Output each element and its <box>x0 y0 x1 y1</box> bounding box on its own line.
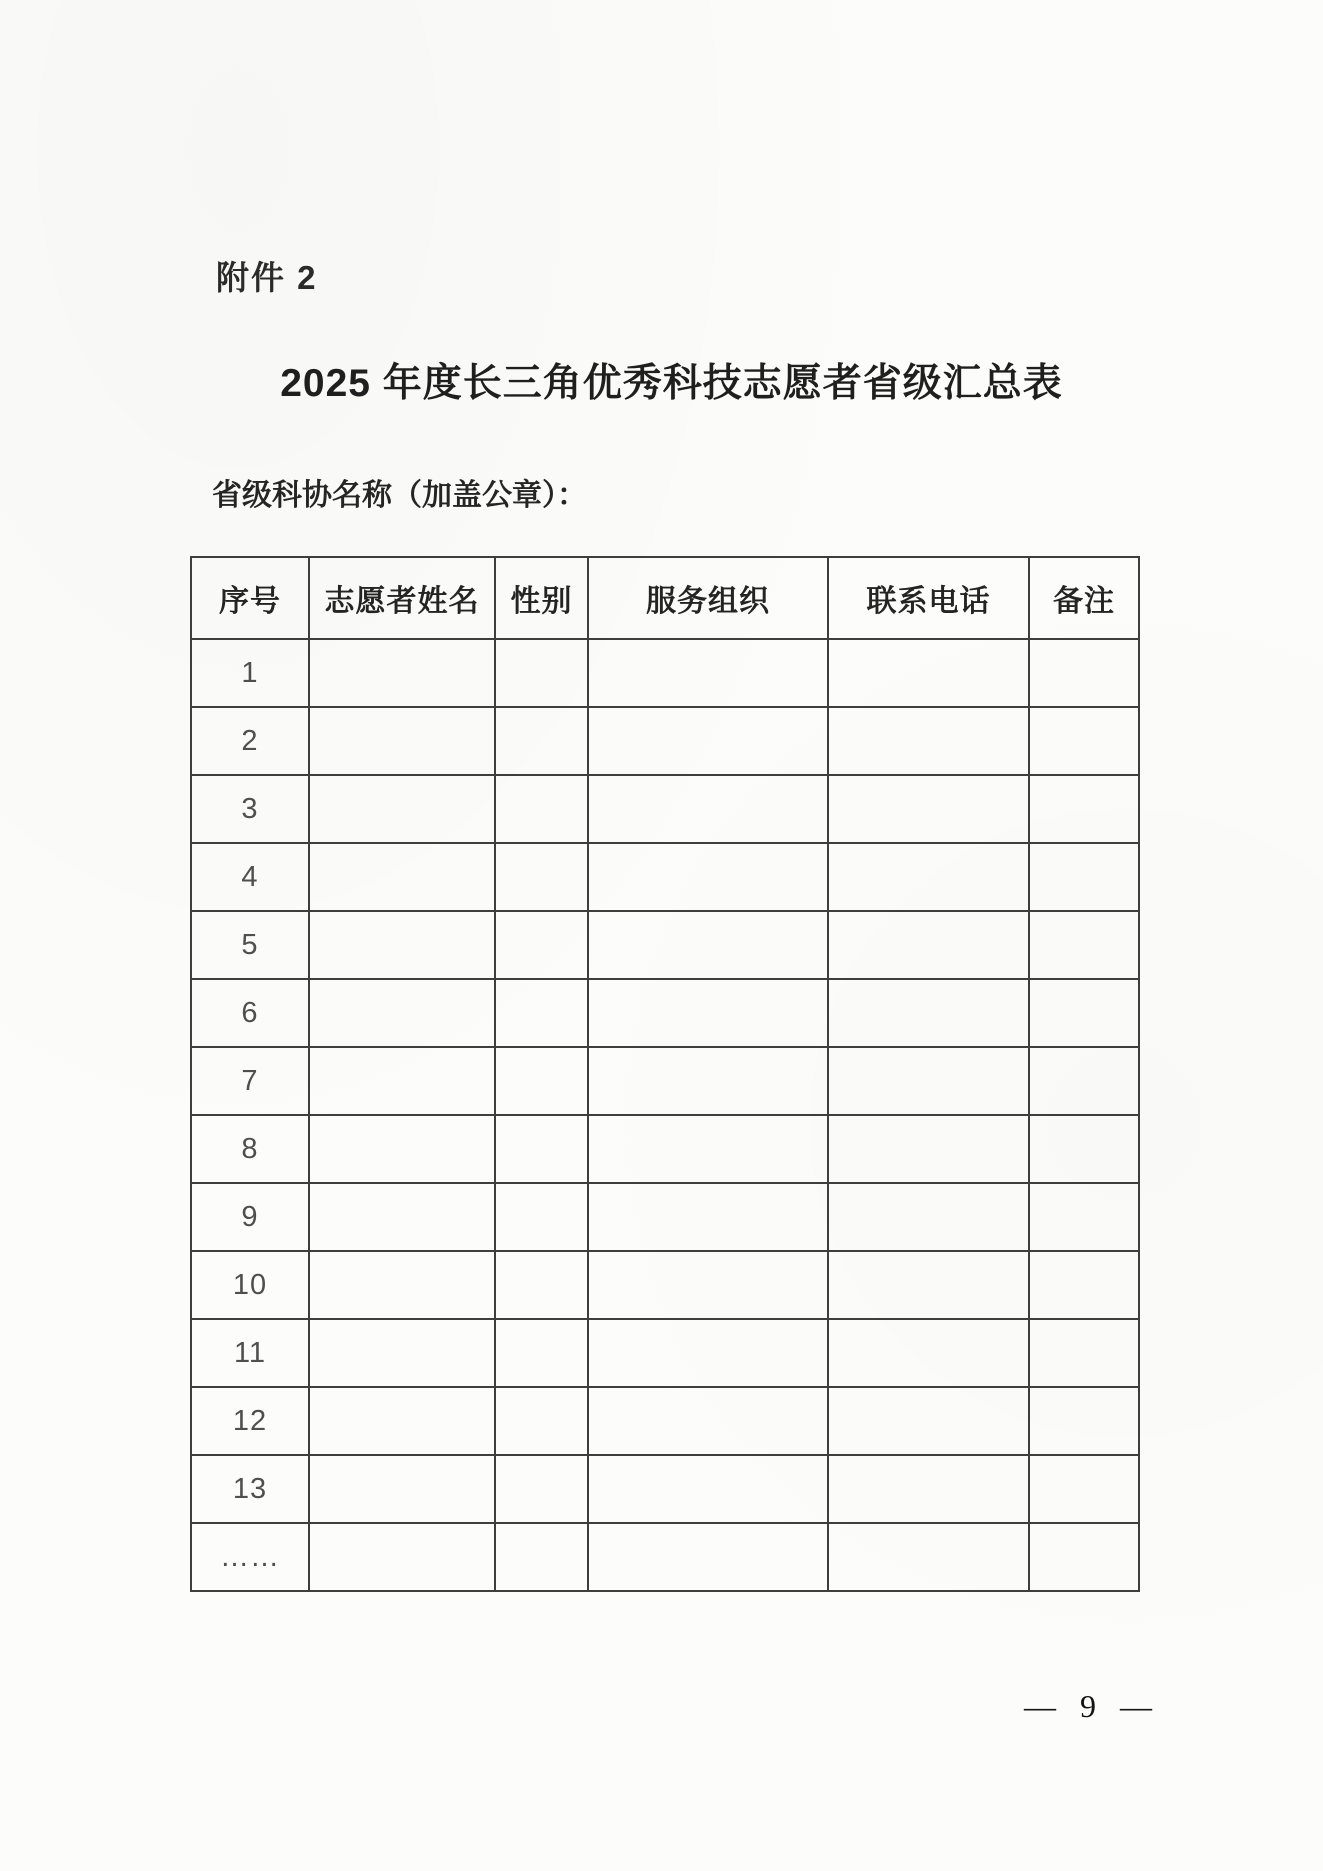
cell-remarks <box>1029 1183 1139 1251</box>
cell-volunteer-name <box>309 1387 495 1455</box>
page-number: — 9 — <box>1024 1688 1152 1724</box>
cell-service-organization <box>588 911 828 979</box>
document-title: 2025 年度长三角优秀科技志愿者省级汇总表 <box>280 362 1063 405</box>
table-row <box>191 1047 1139 1115</box>
cell-volunteer-name <box>309 1047 495 1115</box>
cell-serial-number: 4 <box>191 843 309 911</box>
cell-volunteer-name <box>309 1319 495 1387</box>
cell-service-organization <box>588 1319 828 1387</box>
cell-volunteer-name <box>309 707 495 775</box>
cell-service-organization <box>588 1455 828 1523</box>
cell-volunteer-name <box>309 843 495 911</box>
cell-contact-phone <box>828 639 1029 707</box>
cell-gender <box>495 1115 588 1183</box>
cell-service-organization <box>588 1523 828 1591</box>
cell-service-organization <box>588 979 828 1047</box>
header-row <box>191 557 1139 639</box>
cell-serial-number: 10 <box>191 1251 309 1319</box>
table-row <box>191 1183 1139 1251</box>
cell-serial-number: 3 <box>191 775 309 843</box>
cell-remarks <box>1029 1387 1139 1455</box>
cell-volunteer-name <box>309 1115 495 1183</box>
cell-service-organization <box>588 775 828 843</box>
table-row <box>191 1387 1139 1455</box>
cell-remarks <box>1029 1319 1139 1387</box>
cell-contact-phone <box>828 1047 1029 1115</box>
cell-gender <box>495 639 588 707</box>
cell-gender <box>495 1183 588 1251</box>
table-row <box>191 639 1139 707</box>
cell-service-organization <box>588 639 828 707</box>
col-header-gender: 性别 <box>495 557 588 639</box>
cell-contact-phone <box>828 1455 1029 1523</box>
cell-serial-number: 12 <box>191 1387 309 1455</box>
attachment-label: 附件 2 <box>216 259 318 296</box>
table-row <box>191 707 1139 775</box>
cell-serial-number: 9 <box>191 1183 309 1251</box>
cell-gender <box>495 979 588 1047</box>
cell-volunteer-name <box>309 1183 495 1251</box>
col-header-service-organization: 服务组织 <box>588 557 828 639</box>
cell-serial-number: 6 <box>191 979 309 1047</box>
cell-remarks <box>1029 1455 1139 1523</box>
cell-service-organization <box>588 1115 828 1183</box>
cell-serial-number: 11 <box>191 1319 309 1387</box>
cell-serial-number: 2 <box>191 707 309 775</box>
cell-serial-number: 13 <box>191 1455 309 1523</box>
cell-remarks <box>1029 1523 1139 1591</box>
summary-table <box>190 556 1140 1592</box>
cell-service-organization <box>588 707 828 775</box>
cell-remarks <box>1029 911 1139 979</box>
cell-service-organization <box>588 1251 828 1319</box>
cell-serial-number: 1 <box>191 639 309 707</box>
cell-gender <box>495 1523 588 1591</box>
cell-contact-phone <box>828 1115 1029 1183</box>
cell-contact-phone <box>828 1319 1029 1387</box>
cell-remarks <box>1029 979 1139 1047</box>
cell-serial-number: …… <box>191 1523 309 1591</box>
cell-service-organization <box>588 1047 828 1115</box>
table-body <box>191 639 1139 1591</box>
cell-remarks <box>1029 1047 1139 1115</box>
cell-volunteer-name <box>309 639 495 707</box>
cell-remarks <box>1029 1115 1139 1183</box>
table-row <box>191 1455 1139 1523</box>
cell-gender <box>495 1387 588 1455</box>
table-row <box>191 1251 1139 1319</box>
table-row <box>191 843 1139 911</box>
cell-volunteer-name <box>309 1455 495 1523</box>
table-row <box>191 1319 1139 1387</box>
cell-gender <box>495 1251 588 1319</box>
cell-volunteer-name <box>309 979 495 1047</box>
cell-gender <box>495 775 588 843</box>
cell-volunteer-name <box>309 911 495 979</box>
cell-remarks <box>1029 843 1139 911</box>
cell-contact-phone <box>828 1251 1029 1319</box>
cell-remarks <box>1029 639 1139 707</box>
col-header-remarks: 备注 <box>1029 557 1139 639</box>
cell-service-organization <box>588 843 828 911</box>
cell-volunteer-name <box>309 1251 495 1319</box>
cell-volunteer-name <box>309 775 495 843</box>
cell-gender <box>495 843 588 911</box>
cell-gender <box>495 1319 588 1387</box>
cell-serial-number: 7 <box>191 1047 309 1115</box>
cell-remarks <box>1029 1251 1139 1319</box>
cell-service-organization <box>588 1387 828 1455</box>
table-row <box>191 1115 1139 1183</box>
cell-contact-phone <box>828 707 1029 775</box>
cell-contact-phone <box>828 775 1029 843</box>
cell-gender <box>495 707 588 775</box>
table-row <box>191 911 1139 979</box>
cell-gender <box>495 1047 588 1115</box>
col-header-volunteer-name: 志愿者姓名 <box>309 557 495 639</box>
cell-volunteer-name <box>309 1523 495 1591</box>
table-row <box>191 775 1139 843</box>
cell-service-organization <box>588 1183 828 1251</box>
cell-contact-phone <box>828 979 1029 1047</box>
cell-contact-phone <box>828 843 1029 911</box>
table-row <box>191 1523 1139 1591</box>
cell-remarks <box>1029 775 1139 843</box>
org-name-label: 省级科协名称（加盖公章）： <box>212 479 587 512</box>
cell-serial-number: 5 <box>191 911 309 979</box>
cell-contact-phone <box>828 1183 1029 1251</box>
cell-contact-phone <box>828 1387 1029 1455</box>
cell-remarks <box>1029 707 1139 775</box>
col-header-serial-number: 序号 <box>191 557 309 639</box>
cell-contact-phone <box>828 1523 1029 1591</box>
cell-gender <box>495 911 588 979</box>
col-header-contact-phone: 联系电话 <box>828 557 1029 639</box>
cell-serial-number: 8 <box>191 1115 309 1183</box>
table-row <box>191 979 1139 1047</box>
cell-contact-phone <box>828 911 1029 979</box>
cell-gender <box>495 1455 588 1523</box>
